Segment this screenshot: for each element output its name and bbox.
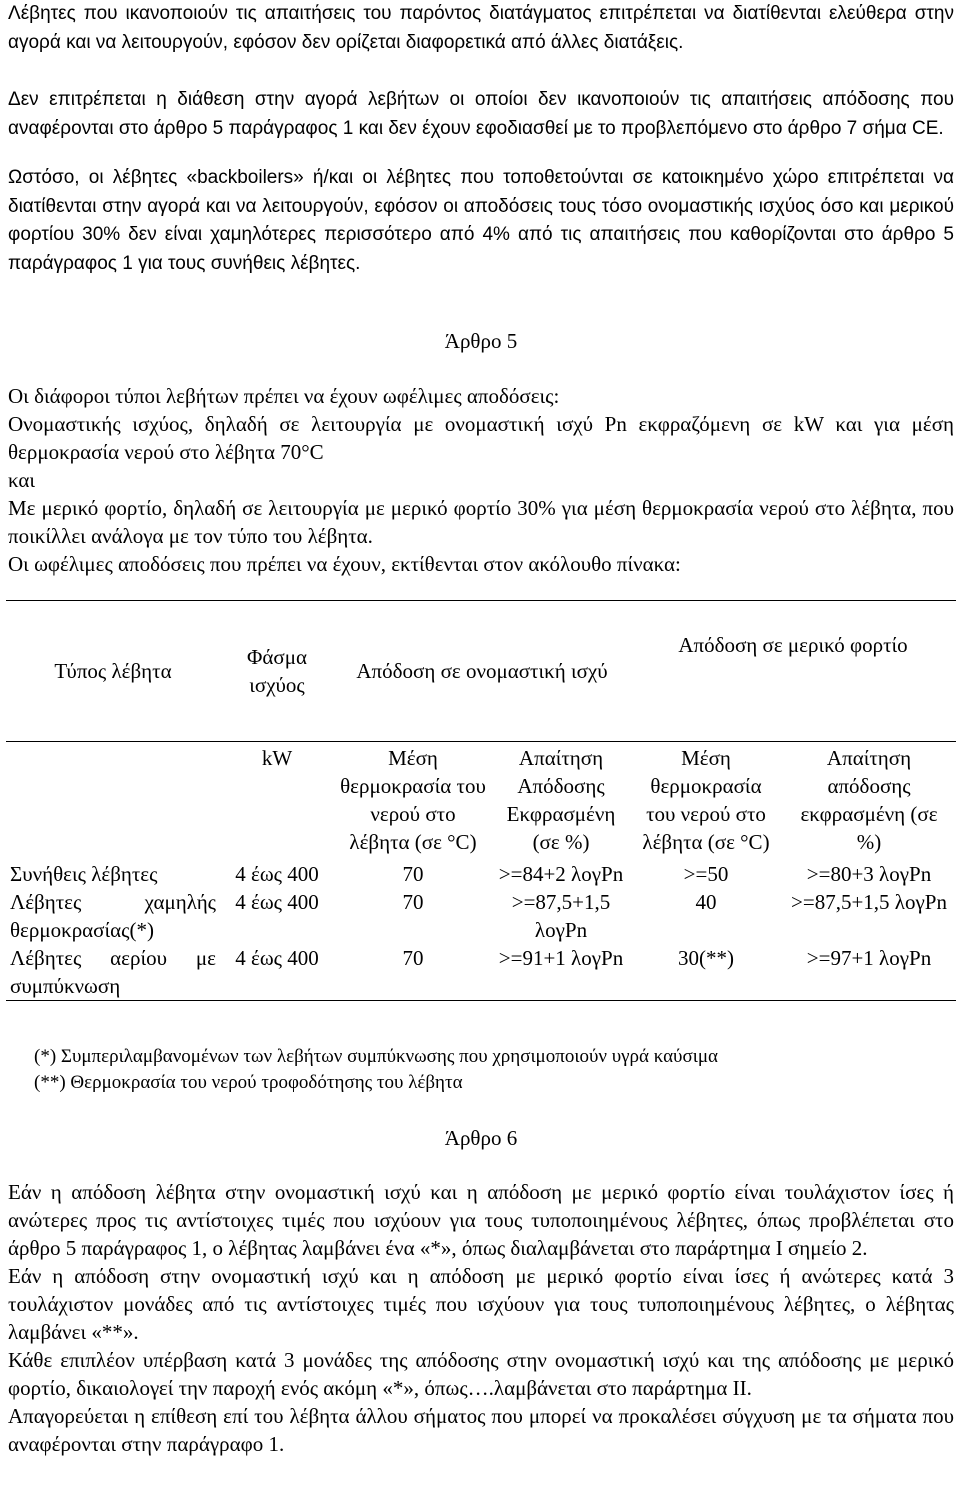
subheader-nominal-temp: Μέση θερμοκρασία του νερού στο λέβητα (σε °C) xyxy=(340,746,486,854)
intro-paragraph-2: Δεν επιτρέπεται η διάθεση στην αγορά λεβήτων οι οποίοι δεν ικανοποιούν τις απαιτήσεις απόδοσης που αναφέρονται στο άρθρο 5 παράγραφος 1 και δεν έχουν εφοδιασθεί με το προβλεπόμενο στο άρθρο 7 σήμα CE. xyxy=(8,89,954,139)
row-power-range: 4 έως 400 xyxy=(235,862,319,886)
row-partial-temp: 30(**) xyxy=(678,946,734,970)
article-6-paragraph-2: Εάν η απόδοση στην ονομαστική ισχύ και η απόδοση με μερικό φορτίο είναι ίσες ή ανώτερες κατά 3 τουλάχιστον μονάδες από τις αντίστοιχες τιμές που ισχύουν για τους τυποποιημένους λέβητες, ο λέβητας λαμβάνει «**». xyxy=(8,1264,954,1344)
row-partial-temp: 40 xyxy=(695,890,717,914)
article-6-paragraph-4: Απαγορεύεται η επίθεση επί του λέβητα άλλου σήματος που μπορεί να προκαλέσει σύγχυση με τα σήματα που αναφέρονται στην παράγραφο 1. xyxy=(8,1404,954,1456)
row-partial-temp: >=50 xyxy=(683,862,729,886)
table-row xyxy=(6,888,956,944)
row-boiler-type: Λέβητες χαμηλής θερμοκρασίας(*) xyxy=(10,890,216,942)
row-power-range: 4 έως 400 xyxy=(235,890,319,914)
subheader-partial-requirement: Απαίτηση απόδοσης εκφρασμένη (σε %) xyxy=(800,746,938,854)
row-nominal-requirement: >=87,5+1,5 λογPn xyxy=(511,890,611,942)
footnotes xyxy=(34,1044,954,1096)
header-partial-efficiency: Απόδοση σε μερικό φορτίο xyxy=(678,633,908,657)
article-6-heading: Άρθρο 6 xyxy=(444,1126,518,1150)
footnote-1: (*) Συμπεριλαμβανομένων των λεβήτων συμπύκνωσης που χρησιμοποιούν υγρά καύσιμα xyxy=(34,1046,718,1067)
row-nominal-requirement: >=91+1 λογPn xyxy=(498,946,624,970)
row-partial-requirement: >=97+1 λογPn xyxy=(806,946,932,970)
row-nominal-temp: 70 xyxy=(402,890,424,914)
article-6-paragraph-1: Εάν η απόδοση λέβητα στην ονομαστική ισχύ και η απόδοση με μερικό φορτίο είναι τουλάχιστον ίσες ή ανώτερες προς τις αντίστοιχες τιμές που ισχύουν για τους τυποποιημένους λέβητες, όπως προβλέπεται στο άρθρο 5 παράγραφος 1, ο λέβητας λαμβάνει ένα «*», όπως διαλαμβάνεται στο παράρτημα Ι σημείο 2. xyxy=(8,1180,954,1260)
article-5-line-2: Ονομαστικής ισχύος, δηλαδή σε λειτουργία με ονομαστική ισχύ Pn εκφραζόμενη σε kW και για μέση θερμοκρασία νερού στο λέβητα 70°C xyxy=(8,412,954,464)
subheader-unit: kW xyxy=(261,746,293,770)
table-subheader-row xyxy=(6,742,956,861)
row-power-range: 4 έως 400 xyxy=(235,946,319,970)
row-partial-requirement: >=87,5+1,5 λογPn xyxy=(791,890,947,914)
row-nominal-temp: 70 xyxy=(402,946,424,970)
article-5-line-3: και xyxy=(8,468,36,492)
header-boiler-type: Τύπος λέβητα xyxy=(54,659,172,683)
row-boiler-type: Λέβητες αερίου με συμπύκνωση xyxy=(10,946,216,998)
row-boiler-type: Συνήθεις λέβητες xyxy=(10,862,158,886)
table-row xyxy=(6,944,956,1001)
header-power-range: Φάσμα ισχύος xyxy=(247,645,307,697)
header-nominal-efficiency: Απόδοση σε ονομαστική ισχύ xyxy=(356,659,608,683)
subheader-partial-temp: Μέση θερμοκρασία του νερού στο λέβητα (σε °C) xyxy=(642,746,770,854)
efficiency-table xyxy=(6,600,956,1001)
article-6-paragraph-3: Κάθε επιπλέον υπέρβαση κατά 3 μονάδες της απόδοσης στην ονομαστική ισχύ και της απόδοσης με μερικό φορτίο, δικαιολογεί την παροχή ενός ακόμη «*», όπως….λαμβάνεται στο παράρτημα ΙΙ. xyxy=(8,1348,954,1400)
subheader-nominal-requirement: Απαίτηση Απόδοσης Εκφρασμένη (σε %) xyxy=(506,746,616,854)
article-5-heading: Άρθρο 5 xyxy=(444,329,518,353)
table-header-row xyxy=(6,601,956,742)
footnote-2: (**) Θερμοκρασία του νερού τροφοδότησης του λέβητα xyxy=(34,1072,463,1093)
article-5-line-5: Οι ωφέλιμες αποδόσεις που πρέπει να έχουν, εκτίθενται στον ακόλουθο πίνακα: xyxy=(8,552,681,576)
article-5-body xyxy=(8,382,954,578)
intro-paragraph-1: Λέβητες που ικανοποιούν τις απαιτήσεις του παρόντος διατάγματος επιτρέπεται να διατίθενται ελεύθερα στην αγορά και να λειτουργούν, εφόσον δεν ορίζεται διαφορετικά από άλλες διατάξεις. xyxy=(8,3,954,53)
intro-paragraph-3: Ωστόσο, οι λέβητες «backboilers» ή/και οι λέβητες που τοποθετούνται σε κατοικημένο χώρο επιτρέπεται να διατίθενται στην αγορά και να λειτουργούν, εφόσον οι αποδόσεις τους τόσο ονομαστικής ισχύος όσο και μερικού φορτίου 30% δεν είναι χαμηλότερες περισσότερο από 4% από τις απαιτήσεις που καθορίζονται στο άρθρο 5 παράγραφος 1 για τους συνήθεις λέβητες. xyxy=(8,167,954,274)
table-row xyxy=(6,860,956,888)
row-nominal-temp: 70 xyxy=(402,862,424,886)
row-nominal-requirement: >=84+2 λογPn xyxy=(498,862,624,886)
article-6-body xyxy=(8,1178,954,1458)
article-5-line-1: Οι διάφοροι τύποι λεβήτων πρέπει να έχουν ωφέλιμες αποδόσεις: xyxy=(8,384,560,408)
article-5-line-4: Με μερικό φορτίο, δηλαδή σε λειτουργία με μερικό φορτίο 30% για μέση θερμοκρασία νερού στο λέβητα, που ποικίλλει ανάλογα με τον τύπο του λέβητα. xyxy=(8,496,954,548)
row-partial-requirement: >=80+3 λογPn xyxy=(806,862,932,886)
